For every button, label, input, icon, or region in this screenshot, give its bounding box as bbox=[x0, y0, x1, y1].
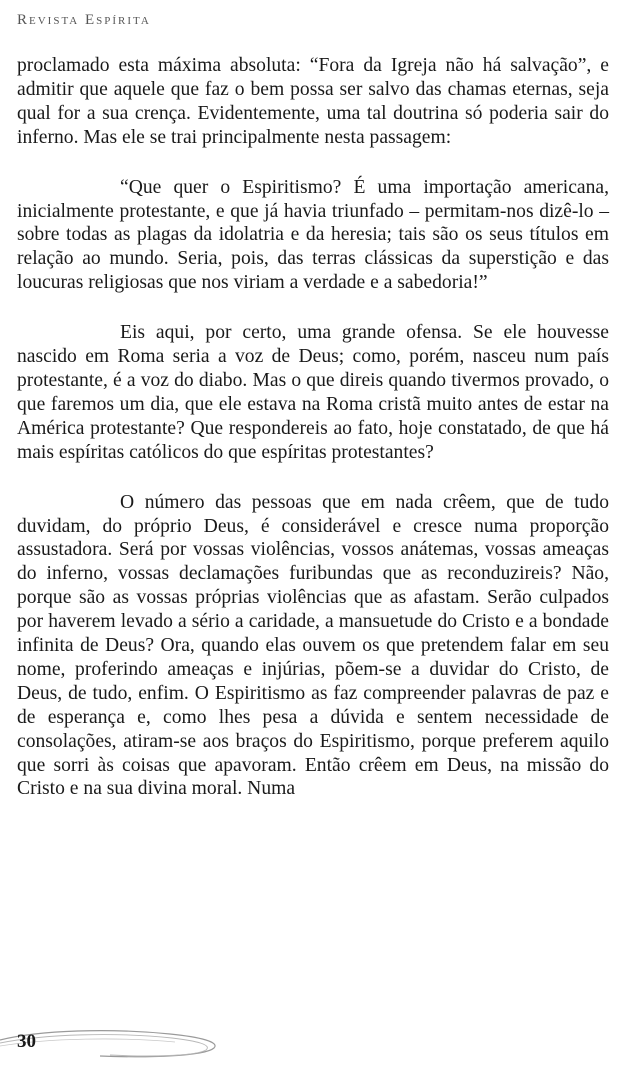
paragraph-1: proclamado esta máxima absoluta: “Fora da Igreja não há salvação”, e admitir que aquele que faz o bem possa ser salvo das chamas eternas, seja qual for a sua crença. Evidentemente, uma tal doutrina só poderia sair do inferno. Mas ele se trai principalmente nesta passagem: bbox=[17, 55, 609, 148]
page-footer bbox=[0, 1018, 619, 1065]
page-number: 30 bbox=[17, 1031, 36, 1052]
paragraph-4: O número das pessoas que em nada crêem, que de tudo duvidam, do próprio Deus, é considerável e cresce numa proporção assustadora. Será por vossas violências, vossos anátemas, vossas ameaças do inferno, vossas declamações furibundas que as reconduzireis? Não, porque são as vossas próprias violências que as afastam. Serão culpados por haverem levado a sério a caridade, a mansuetude do Cristo e a bondade infinita de Deus? Ora, quando elas ouvem os que pretendem falar em seu nome, proferindo ameaças e injúrias, põem-se a duvidar do Cristo, de Deus, de tudo, enfim. O Espiritismo as faz compreender palavras de paz e de esperança e, como lhes pesa a dúvida e sentem necessidade de consolações, atiram-se aos braços do Espiritismo, porque preferem aquilo que sorri às coisas que apavoram. Então crêem em Deus, na missão do Cristo e na sua divina moral. Numa bbox=[17, 491, 609, 800]
running-header: Revista Espírita bbox=[17, 12, 151, 28]
body-text bbox=[17, 54, 609, 801]
paragraph-3: Eis aqui, por certo, uma grande ofensa. Se ele houvesse nascido em Roma seria a voz de Deus; como, porém, nasceu num país protestante, é a voz do diabo. Mas o que direis quando tivermos provado, o que faremos um dia, que ele estava na Roma cristã muito antes de estar na América protestante? Que respondereis ao fato, hoje constatado, de que há mais espíritas católicos do que espíritas protestantes? bbox=[17, 322, 609, 463]
paragraph-quote: “Que quer o Espiritismo? É uma importação americana, inicialmente protestante, e que já havia triunfado – permitam-nos dizê-lo – sobre todas as plagas da idolatria e da heresia; tais são os seus títulos em relação ao mundo. Seria, pois, das terras clássicas da superstição e das loucuras religiosas que nos viriam a verdade e a sabedoria!” bbox=[17, 176, 609, 294]
